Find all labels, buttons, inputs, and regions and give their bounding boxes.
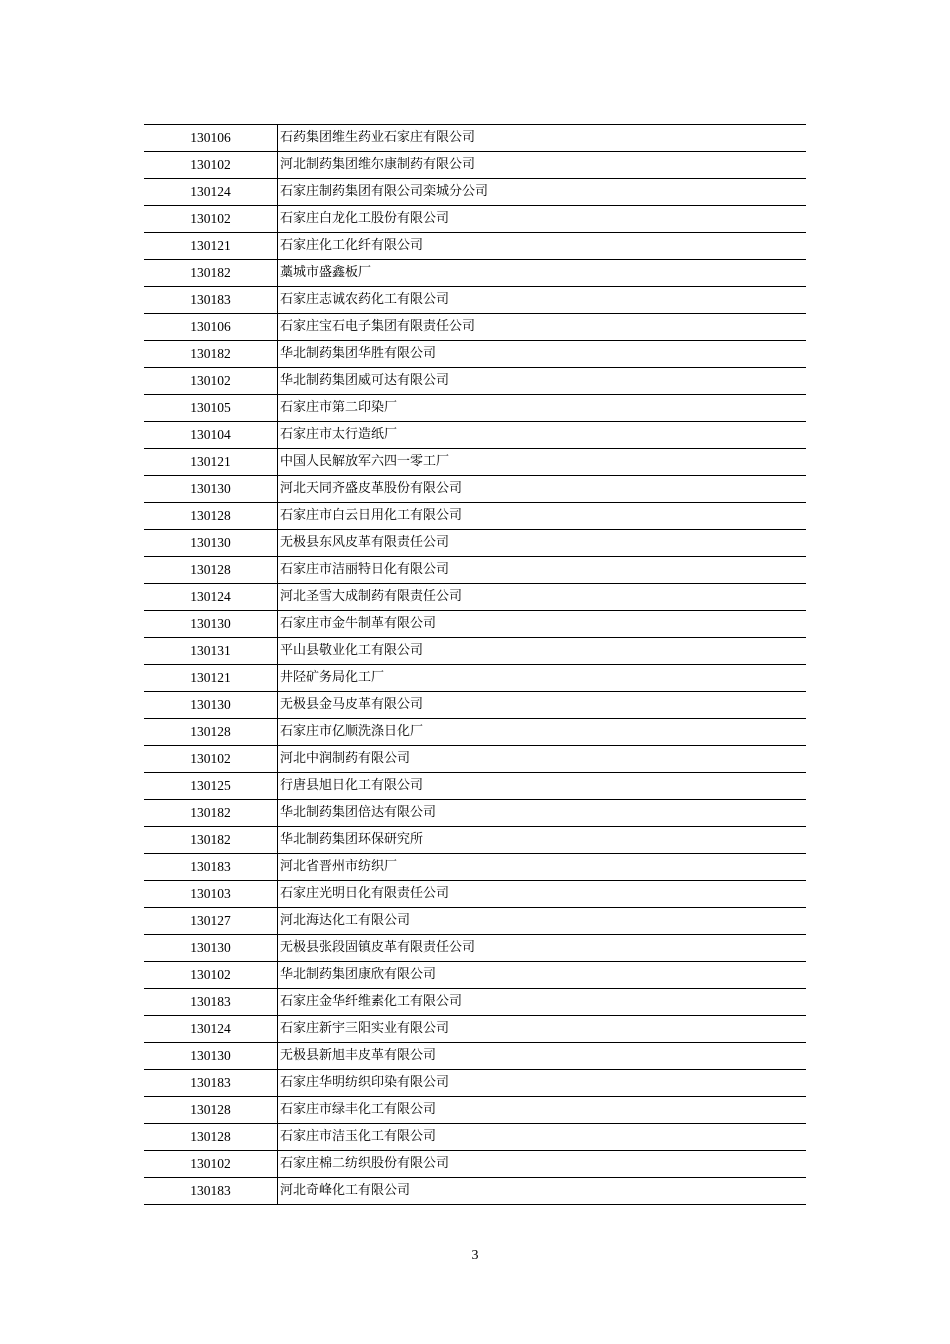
region-code-cell: 130125 [144,773,278,800]
company-name-cell: 井陉矿务局化工厂 [278,665,807,692]
company-name-cell: 行唐县旭日化工有限公司 [278,773,807,800]
table-row [144,260,806,287]
company-name-cell: 石药集团维生药业石家庄有限公司 [278,125,807,152]
table-row [144,1178,806,1205]
company-name-cell: 河北天同齐盛皮革股份有限公司 [278,476,807,503]
region-code-cell: 130130 [144,476,278,503]
table-row [144,611,806,638]
region-code-cell: 130124 [144,179,278,206]
region-code-cell: 130183 [144,1070,278,1097]
company-name-cell: 河北中润制药有限公司 [278,746,807,773]
company-name-cell: 河北制药集团维尔康制药有限公司 [278,152,807,179]
region-code-cell: 130106 [144,125,278,152]
region-code-cell: 130128 [144,503,278,530]
table-row [144,476,806,503]
company-name-cell: 石家庄市洁玉化工有限公司 [278,1124,807,1151]
table-row [144,827,806,854]
company-table-body [144,125,806,1205]
region-code-cell: 130121 [144,449,278,476]
table-row [144,233,806,260]
company-name-cell: 石家庄华明纺织印染有限公司 [278,1070,807,1097]
table-row [144,692,806,719]
company-name-cell: 石家庄市洁丽特日化有限公司 [278,557,807,584]
company-name-cell: 石家庄制药集团有限公司栾城分公司 [278,179,807,206]
region-code-cell: 130182 [144,260,278,287]
table-row [144,287,806,314]
company-name-cell: 石家庄白龙化工股份有限公司 [278,206,807,233]
region-code-cell: 130106 [144,314,278,341]
company-name-cell: 无极县新旭丰皮革有限公司 [278,1043,807,1070]
table-row [144,908,806,935]
table-row [144,422,806,449]
company-name-cell: 石家庄市金牛制革有限公司 [278,611,807,638]
table-row [144,935,806,962]
region-code-cell: 130182 [144,827,278,854]
company-name-cell: 河北海达化工有限公司 [278,908,807,935]
company-name-cell: 石家庄市白云日用化工有限公司 [278,503,807,530]
region-code-cell: 130130 [144,692,278,719]
table-row [144,962,806,989]
region-code-cell: 130128 [144,557,278,584]
table-row [144,773,806,800]
region-code-cell: 130130 [144,611,278,638]
table-row [144,449,806,476]
table-row [144,746,806,773]
company-name-cell: 河北省晋州市纺织厂 [278,854,807,881]
region-code-cell: 130130 [144,530,278,557]
table-row [144,1124,806,1151]
region-code-cell: 130183 [144,1178,278,1205]
company-name-cell: 华北制药集团康欣有限公司 [278,962,807,989]
table-row [144,125,806,152]
table-row [144,503,806,530]
region-code-cell: 130105 [144,395,278,422]
company-name-cell: 石家庄光明日化有限责任公司 [278,881,807,908]
table-row [144,395,806,422]
table-row [144,206,806,233]
region-code-cell: 130130 [144,1043,278,1070]
company-name-cell: 华北制药集团华胜有限公司 [278,341,807,368]
region-code-cell: 130130 [144,935,278,962]
company-name-cell: 石家庄市亿顺洗涤日化厂 [278,719,807,746]
table-row [144,719,806,746]
region-code-cell: 130127 [144,908,278,935]
region-code-cell: 130102 [144,1151,278,1178]
region-code-cell: 130128 [144,1124,278,1151]
company-name-cell: 石家庄新宇三阳实业有限公司 [278,1016,807,1043]
region-code-cell: 130102 [144,152,278,179]
region-code-cell: 130102 [144,746,278,773]
company-name-cell: 藁城市盛鑫板厂 [278,260,807,287]
table-row [144,530,806,557]
region-code-cell: 130131 [144,638,278,665]
region-code-cell: 130182 [144,341,278,368]
region-code-cell: 130183 [144,854,278,881]
table-row [144,152,806,179]
company-name-cell: 河北圣雪大成制药有限责任公司 [278,584,807,611]
company-name-cell: 无极县东风皮革有限责任公司 [278,530,807,557]
company-name-cell: 石家庄志诚农药化工有限公司 [278,287,807,314]
company-name-cell: 无极县金马皮革有限公司 [278,692,807,719]
table-row [144,179,806,206]
company-name-cell: 石家庄市第二印染厂 [278,395,807,422]
region-code-cell: 130121 [144,665,278,692]
company-name-cell: 平山县敬业化工有限公司 [278,638,807,665]
region-code-cell: 130128 [144,719,278,746]
company-name-cell: 河北奇峰化工有限公司 [278,1178,807,1205]
region-code-cell: 130121 [144,233,278,260]
table-row [144,314,806,341]
region-code-cell: 130124 [144,584,278,611]
table-row [144,1016,806,1043]
table-row [144,584,806,611]
table-row [144,341,806,368]
company-name-cell: 石家庄棉二纺织股份有限公司 [278,1151,807,1178]
region-code-cell: 130102 [144,368,278,395]
region-code-cell: 130183 [144,989,278,1016]
company-name-cell: 中国人民解放军六四一零工厂 [278,449,807,476]
company-name-cell: 石家庄宝石电子集团有限责任公司 [278,314,807,341]
region-code-cell: 130128 [144,1097,278,1124]
page-number: 3 [471,1248,479,1263]
table-row [144,368,806,395]
company-name-cell: 无极县张段固镇皮革有限责任公司 [278,935,807,962]
region-code-cell: 130104 [144,422,278,449]
region-code-cell: 130124 [144,1016,278,1043]
company-name-cell: 石家庄市太行造纸厂 [278,422,807,449]
table-row [144,557,806,584]
company-name-cell: 石家庄金华纤维素化工有限公司 [278,989,807,1016]
region-code-cell: 130103 [144,881,278,908]
region-code-cell: 130183 [144,287,278,314]
table-row [144,1070,806,1097]
company-name-cell: 华北制药集团威可达有限公司 [278,368,807,395]
company-name-cell: 华北制药集团环保研究所 [278,827,807,854]
table-row [144,854,806,881]
company-table [144,124,806,1205]
table-row [144,1097,806,1124]
table-row [144,638,806,665]
table-row [144,881,806,908]
table-row [144,1043,806,1070]
table-row [144,989,806,1016]
region-code-cell: 130102 [144,962,278,989]
region-code-cell: 130102 [144,206,278,233]
company-name-cell: 石家庄市绿丰化工有限公司 [278,1097,807,1124]
table-row [144,1151,806,1178]
table-row [144,800,806,827]
region-code-cell: 130182 [144,800,278,827]
table-row [144,665,806,692]
company-name-cell: 华北制药集团倍达有限公司 [278,800,807,827]
company-name-cell: 石家庄化工化纤有限公司 [278,233,807,260]
